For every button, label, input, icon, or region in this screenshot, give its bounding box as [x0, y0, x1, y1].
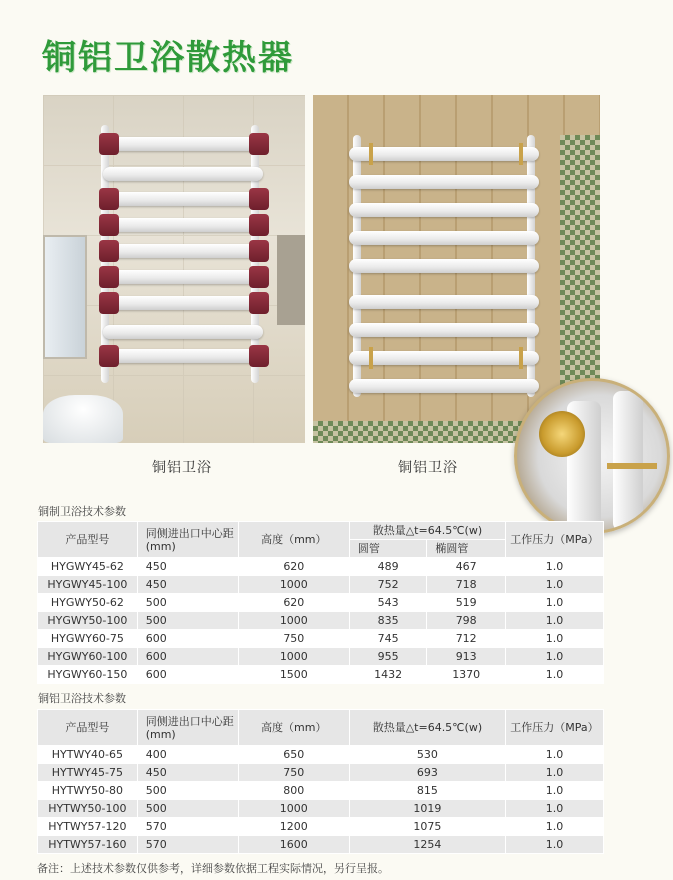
radiator-bar — [349, 203, 539, 217]
table-row — [38, 800, 604, 818]
table-cell: HYTWY57-120 — [38, 818, 138, 836]
header-center-distance-text: 同侧进出口中心距 — [145, 714, 234, 728]
header-center-distance-text: 同侧进出口中心距 — [145, 526, 234, 540]
table-cell: 1000 — [238, 648, 349, 666]
page-title: 铜铝卫浴散热器 — [42, 38, 294, 78]
table2-label: 铜铝卫浴技术参数 — [38, 692, 126, 705]
radiator-bar — [103, 167, 263, 181]
table-row — [38, 630, 604, 648]
table-cell: 1432 — [349, 666, 427, 684]
table-row — [38, 612, 604, 630]
gold-band — [369, 347, 373, 369]
table2-body — [38, 746, 604, 854]
table-cell: 500 — [137, 612, 238, 630]
radiator-bar — [103, 349, 263, 363]
header-pressure: 工作压力（MPa） — [505, 710, 603, 746]
radiator-cap — [99, 188, 119, 210]
table-cell: 1.0 — [505, 818, 603, 836]
table-cell: 1000 — [238, 612, 349, 630]
spec-table-copper-aluminum — [37, 709, 604, 854]
table-cell: 600 — [137, 666, 238, 684]
header-height: 高度（mm） — [238, 710, 349, 746]
table-row — [38, 576, 604, 594]
radiator-bar — [349, 231, 539, 245]
header-center-distance — [137, 522, 238, 558]
detail-pipe — [613, 391, 643, 531]
table1-body — [38, 558, 604, 684]
radiator-bar — [103, 244, 263, 258]
table-cell: 1370 — [427, 666, 506, 684]
table-cell: HYTWY50-80 — [38, 782, 138, 800]
table-cell: 1075 — [349, 818, 505, 836]
table-cell: 1.0 — [505, 782, 603, 800]
mirror — [43, 235, 87, 359]
radiator-bar — [349, 175, 539, 189]
table-cell: 693 — [349, 764, 505, 782]
table-cell: 1254 — [349, 836, 505, 854]
radiator-cap — [99, 133, 119, 155]
table-cell: 913 — [427, 648, 506, 666]
table-cell: 712 — [427, 630, 506, 648]
photo-caption-2: 铜铝卫浴 — [398, 460, 458, 476]
table-cell: 467 — [427, 558, 506, 576]
table-cell: 1600 — [238, 836, 349, 854]
gold-band — [519, 143, 523, 165]
table-cell: HYGWY60-75 — [38, 630, 138, 648]
radiator-cap — [99, 266, 119, 288]
table-row — [38, 818, 604, 836]
radiator-bar — [103, 270, 263, 284]
table-cell: HYTWY57-160 — [38, 836, 138, 854]
table-cell: 1000 — [238, 800, 349, 818]
table-cell: 400 — [137, 746, 238, 764]
table-row — [38, 782, 604, 800]
table-row — [38, 558, 604, 576]
table-cell: 1500 — [238, 666, 349, 684]
table-cell: 489 — [349, 558, 427, 576]
radiator-bar — [103, 325, 263, 339]
radiator-bar — [103, 218, 263, 232]
table-cell: 620 — [238, 558, 349, 576]
radiator-bar — [103, 137, 263, 151]
table-cell: 450 — [137, 576, 238, 594]
table-row — [38, 648, 604, 666]
table-cell: 500 — [137, 782, 238, 800]
table-cell: 1.0 — [505, 612, 603, 630]
table-cell: HYTWY40-65 — [38, 746, 138, 764]
table-cell: 620 — [238, 594, 349, 612]
valve-detail-photo — [514, 378, 670, 534]
header-height: 高度（mm） — [238, 522, 349, 558]
table-row — [38, 594, 604, 612]
table-cell: 955 — [349, 648, 427, 666]
table-cell: HYGWY60-150 — [38, 666, 138, 684]
sink — [43, 395, 123, 443]
table-cell: 718 — [427, 576, 506, 594]
header-center-distance-unit: (mm) — [145, 539, 176, 553]
radiator-bar — [349, 259, 539, 273]
table-cell: 1.0 — [505, 648, 603, 666]
table-cell: HYGWY45-62 — [38, 558, 138, 576]
table-cell: 450 — [137, 558, 238, 576]
table-cell: 543 — [349, 594, 427, 612]
table-row — [38, 764, 604, 782]
table-cell: 800 — [238, 782, 349, 800]
table-row — [38, 836, 604, 854]
radiator-cap — [99, 292, 119, 314]
table-cell: 752 — [349, 576, 427, 594]
table-cell: 745 — [349, 630, 427, 648]
table-cell: 600 — [137, 630, 238, 648]
table-cell: HYGWY45-100 — [38, 576, 138, 594]
table-cell: 500 — [137, 594, 238, 612]
header-heat-oval: 椭圆管 — [427, 540, 506, 558]
product-photo-1 — [43, 95, 305, 443]
spec-table-copper — [37, 521, 604, 684]
table-cell: 1.0 — [505, 558, 603, 576]
table-cell: HYGWY60-100 — [38, 648, 138, 666]
header-heat: 散热量△t=64.5℃(w) — [349, 522, 505, 540]
radiator-bar — [103, 192, 263, 206]
table-cell: 835 — [349, 612, 427, 630]
radiator-cap — [249, 266, 269, 288]
table-row — [38, 746, 604, 764]
gold-band — [607, 463, 657, 469]
table-cell: 500 — [137, 800, 238, 818]
table-cell: 1.0 — [505, 576, 603, 594]
table-cell: 530 — [349, 746, 505, 764]
header-center-distance-unit: (mm) — [145, 727, 176, 741]
radiator-cap — [249, 133, 269, 155]
table-cell: 1000 — [238, 576, 349, 594]
table-cell: 798 — [427, 612, 506, 630]
table-cell: 1.0 — [505, 666, 603, 684]
table-cell: 450 — [137, 764, 238, 782]
table-cell: 815 — [349, 782, 505, 800]
radiator-cap — [249, 214, 269, 236]
photo-caption-1: 铜铝卫浴 — [152, 460, 212, 476]
table-cell: 1200 — [238, 818, 349, 836]
header-center-distance — [137, 710, 238, 746]
table-cell: 650 — [238, 746, 349, 764]
table-cell: 750 — [238, 764, 349, 782]
radiator-cap — [99, 214, 119, 236]
header-heat-round: 圆管 — [349, 540, 427, 558]
table-cell: 519 — [427, 594, 506, 612]
radiator-cap — [249, 188, 269, 210]
table-cell: HYTWY45-75 — [38, 764, 138, 782]
radiator-bar — [103, 296, 263, 310]
table-cell: HYGWY50-100 — [38, 612, 138, 630]
header-model: 产品型号 — [38, 522, 138, 558]
radiator-cap — [249, 240, 269, 262]
table-cell: 570 — [137, 818, 238, 836]
header-model: 产品型号 — [38, 710, 138, 746]
table-cell: 1.0 — [505, 746, 603, 764]
footnote: 备注：上述技术参数仅供参考，详细参数依据工程实际情况，另行呈报。 — [37, 862, 389, 875]
brass-valve — [539, 411, 585, 457]
radiator-bar — [349, 323, 539, 337]
table-cell: 1019 — [349, 800, 505, 818]
gold-band — [369, 143, 373, 165]
gold-band — [519, 347, 523, 369]
radiator-cap — [249, 345, 269, 367]
radiator-cap — [99, 240, 119, 262]
table-row — [38, 666, 604, 684]
table1-label: 铜制卫浴技术参数 — [38, 505, 126, 518]
radiator-bar — [349, 295, 539, 309]
table-cell: 600 — [137, 648, 238, 666]
header-pressure: 工作压力（MPa） — [505, 522, 603, 558]
table-cell: 570 — [137, 836, 238, 854]
table-cell: 1.0 — [505, 630, 603, 648]
radiator-bar — [349, 351, 539, 365]
wall-niche — [277, 235, 305, 325]
table-cell: 1.0 — [505, 836, 603, 854]
table-cell: 1.0 — [505, 764, 603, 782]
radiator-cap — [249, 292, 269, 314]
table-cell: HYGWY50-62 — [38, 594, 138, 612]
radiator-cap — [99, 345, 119, 367]
radiator-bar — [349, 379, 539, 393]
table-cell: 750 — [238, 630, 349, 648]
table-cell: 1.0 — [505, 594, 603, 612]
radiator-bar — [349, 147, 539, 161]
table-cell: HYTWY50-100 — [38, 800, 138, 818]
header-heat: 散热量△t=64.5℃(w) — [349, 710, 505, 746]
table-cell: 1.0 — [505, 800, 603, 818]
